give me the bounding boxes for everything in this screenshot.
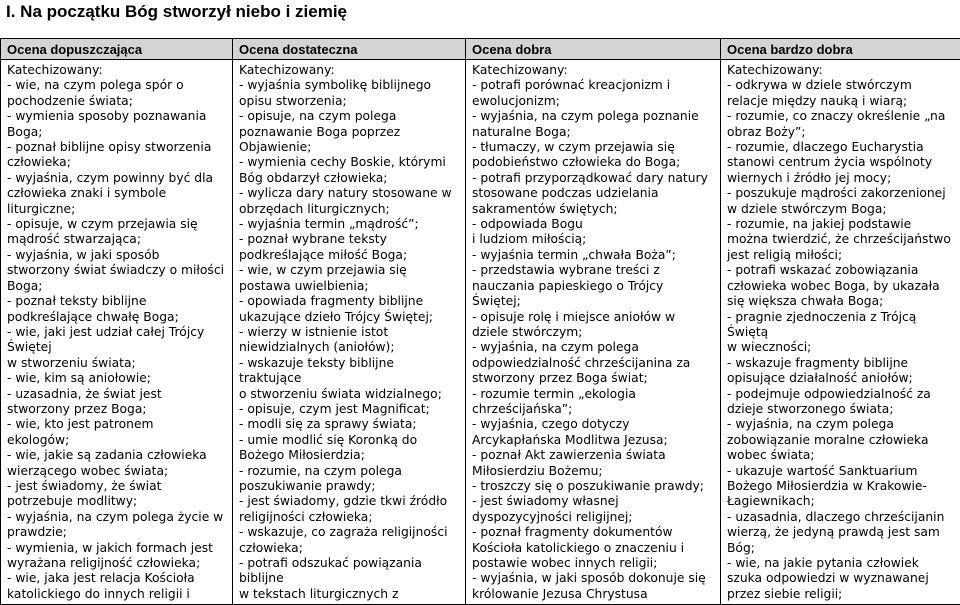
criteria-line: - wskazuje fragmenty biblijne [727, 355, 909, 370]
criteria-line: naturalne Boga; [472, 124, 571, 139]
criteria-line: - odkrywa w dziele stwórczym [727, 78, 912, 93]
criteria-line: Bożego Miłosierdzia; [239, 448, 365, 463]
criteria-line: w dziele stwórczym Boga; [727, 201, 887, 216]
criteria-line: opisu stworzenia; [239, 93, 347, 108]
criteria-line: - uzasadnia, że świat jest [7, 386, 162, 401]
criteria-line: liturgiczne; [7, 201, 76, 216]
criteria-line: - wie, jakie są zadania człowieka [7, 448, 207, 463]
criteria-line: wyrażana religijność człowieka; [7, 556, 201, 570]
header-ocena-dobra: Ocena dobra [466, 39, 721, 60]
criteria-line: - wie, kim są aniołowie; [7, 371, 151, 386]
criteria-line: religijności człowieka; [239, 509, 373, 524]
cell-ocena-dobra [466, 60, 721, 605]
criteria-line: - wymienia cechy Boskie, którymi [239, 155, 446, 170]
criteria-line: biblijne [239, 571, 284, 586]
criteria-line: - opisuje, w czym przejawia się [7, 217, 198, 232]
criteria-line: - wie, kto jest patronem [7, 417, 154, 432]
criteria-line: - rozumie, na jakiej podstawie [727, 217, 912, 232]
cell-ocena-dopuszczajaca [1, 60, 233, 605]
criteria-line: - potrafi przyporządkować dary natury [472, 170, 708, 185]
criteria-line: relacje między nauką i wiarą; [727, 93, 908, 108]
criteria-line: - wyjaśnia, w jaki sposób dokonuje się [472, 571, 706, 586]
criteria-line: - wskazuje, co zagraża religijności [239, 525, 448, 540]
criteria-line: stworzony świat świadczy o miłości [7, 263, 225, 278]
criteria-line: Objawienie; [239, 140, 312, 155]
criteria-line: - poznał wybrane teksty [239, 232, 387, 247]
criteria-line: - wyjaśnia, na czym polega [727, 417, 894, 432]
criteria-line: człowieka; [7, 155, 71, 170]
cell-ocena-bardzo-dobra [721, 60, 960, 605]
criteria-line: można twierdzić, że chrześcijaństwo [727, 232, 951, 247]
table-row [1, 60, 960, 605]
criteria-line: - modli się za sprawy świata; [239, 417, 417, 432]
criteria-line: wiernych i źródło jej mocy; [727, 170, 892, 185]
criteria-line: prawdzie; [7, 525, 67, 540]
criteria-line: - potrafi odszukać powiązania [239, 556, 422, 570]
criteria-line: traktujące [239, 371, 302, 386]
criteria-line: - poznał Akt zawierzenia świata [472, 448, 666, 463]
criteria-line: mądrość stwarzająca; [7, 232, 141, 247]
criteria-line: - opowiada fragmenty biblijne [239, 294, 424, 309]
criteria-line: człowieka wobec Boga, by ukazała [727, 278, 940, 293]
criteria-line: - odpowiada Bogu [472, 217, 583, 232]
criteria-line: postawie wobec innych religii; [472, 556, 658, 570]
criteria-line: - wyjaśnia, na czym polega życie w [7, 509, 224, 524]
criteria-line: - rozumie, na czym polega [239, 463, 402, 478]
criteria-line: stanowi centrum życia wspólnoty [727, 155, 933, 170]
criteria-line: - podejmuje odpowiedzialność za [727, 386, 931, 401]
criteria-line: zobowiązanie moralne człowieka [727, 432, 929, 447]
criteria-line: poszukiwanie prawdy; [239, 478, 376, 493]
criteria-line: - uzasadnia, dlaczego chrześcijanin [727, 509, 945, 524]
header-ocena-dopuszczajaca: Ocena dopuszczająca [1, 39, 233, 60]
criteria-line: wierzą, że jedyną prawdą jest sam [727, 525, 940, 540]
grading-criteria-table [0, 38, 960, 605]
criteria-line: - wyjaśnia, czego dotyczy [472, 417, 630, 432]
criteria-line: człowieka znaki i symbole [7, 186, 167, 201]
criteria-line: szuka odpowiedzi w wyznawanej [727, 571, 929, 586]
criteria-line: - rozumie, co znaczy określenie „na [727, 109, 946, 124]
criteria-line: Boga; [7, 278, 43, 293]
criteria-line: - wyjaśnia, na czym polega poznanie [472, 109, 699, 124]
criteria-line: - jest świadomy, że świat [7, 478, 162, 493]
criteria-line: Bóg; [727, 540, 755, 555]
criteria-line: - wyjaśnia termin „mądrość”; [239, 217, 419, 232]
criteria-line: - wymienia sposoby poznawania [7, 109, 207, 124]
criteria-line: Bożego Miłosierdzia w Krakowie- [727, 478, 927, 493]
criteria-line: Świętą [727, 324, 769, 339]
criteria-line: przez siebie religii; [727, 586, 843, 601]
criteria-line: sakramentów świętych; [472, 201, 618, 216]
criteria-line: dyspozycyjności religijnej; [472, 509, 633, 524]
criteria-line: - wie, jaka jest relacja Kościoła [7, 571, 195, 586]
page-title: I. Na początku Bóg stworzył niebo i ziemię [6, 2, 348, 21]
criteria-line: - potrafi wskazać zobowiązania [727, 263, 919, 278]
criteria-line: Katechizowany: [7, 63, 103, 77]
criteria-line: ewolucjonizm; [472, 93, 560, 108]
criteria-line: - wskazuje teksty biblijne [239, 355, 394, 370]
criteria-line: jest religią miłości; [727, 247, 843, 262]
criteria-line: o stworzeniu świata widzialnego; [239, 386, 442, 401]
criteria-line: - jest świadomy, gdzie tkwi źródło [239, 494, 448, 509]
criteria-line: - wylicza dary natury stosowane w [239, 186, 452, 201]
criteria-line: się większa chwała Boga; [727, 294, 884, 309]
table-header-row [1, 39, 960, 60]
criteria-line: odpowiedzialność chrześcijanina za [472, 355, 691, 370]
criteria-line: - tłumaczy, w czym przejawia się [472, 140, 675, 155]
criteria-line: pochodzenie świata; [7, 93, 133, 108]
criteria-line: Arcykapłańska Modlitwa Jezusa; [472, 432, 668, 447]
criteria-line: - poznał fragmenty dokumentów [472, 525, 673, 540]
criteria-line: - wyjaśnia, na czym polega [472, 340, 639, 355]
criteria-line: Bóg obdarzył człowieka; [239, 170, 388, 185]
criteria-line: nauczania papieskiego o Trójcy [472, 278, 664, 293]
criteria-line: królowanie Jezusa Chrystusa [472, 586, 648, 601]
criteria-line: - poznał biblijne opisy stworzenia [7, 140, 212, 155]
criteria-line: Katechizowany: [239, 63, 335, 77]
criteria-line: - wymienia, w jakich formach jest [7, 540, 214, 555]
criteria-line: w tekstach liturgicznych z [239, 586, 399, 601]
criteria-line: Miłosierdziu Bożemu; [472, 463, 603, 478]
criteria-line: i ludziom miłością; [472, 232, 587, 247]
criteria-line: Świętej; [472, 294, 521, 309]
criteria-line: dzieje stworzonego świata; [727, 401, 894, 416]
cell-ocena-dostateczna [233, 60, 466, 605]
criteria-line: wierzącego wobec świata; [7, 463, 169, 478]
criteria-line: - wierzy w istnienie istot [239, 324, 389, 339]
criteria-line: Katechizowany: [727, 63, 823, 77]
criteria-line: potrzebuje modlitwy; [7, 494, 138, 509]
header-ocena-bardzo-dobra: Ocena bardzo dobra [721, 39, 960, 60]
criteria-line: wobec świata; [727, 448, 815, 463]
criteria-line: ekologów; [7, 432, 70, 447]
criteria-line: - wie, jaki jest udział całej Trójcy [7, 324, 205, 339]
criteria-line: - wyjaśnia, czym powinny być dla [7, 170, 214, 185]
criteria-line: - wyjaśnia symbolikę biblijnego [239, 78, 432, 93]
criteria-line: Świętej [7, 340, 52, 355]
criteria-line: - opisuje, czym jest Magnificat; [239, 401, 430, 416]
criteria-line: chrześcijańska”; [472, 401, 573, 416]
criteria-line: w wieczności; [727, 340, 812, 355]
criteria-line: Katechizowany: [472, 63, 568, 77]
criteria-line: - wie, w czym przejawia się [239, 263, 407, 278]
criteria-line: podkreślające miłość Boga; [239, 247, 408, 262]
criteria-line: - opisuje, na czym polega [239, 109, 397, 124]
criteria-line: dziele stwórczym; [472, 324, 583, 339]
criteria-line: - umie modlić się Koronką do [239, 432, 418, 447]
criteria-line: - wie, na jakie pytania człowiek [727, 556, 919, 570]
criteria-line: opisujące działalność aniołów; [727, 371, 913, 386]
criteria-line: obraz Boży”; [727, 124, 806, 139]
criteria-line: Kościoła katolickiego o znaczeniu i [472, 540, 685, 555]
criteria-line: - troszczy się o poszukiwanie prawdy; [472, 478, 704, 493]
criteria-line: - potrafi porównać kreacjonizm i [472, 78, 671, 93]
criteria-line: - rozumie termin „ekologia [472, 386, 636, 401]
criteria-line: niewidzialnych (aniołów); [239, 340, 395, 355]
criteria-line: w stworzeniu świata; [7, 355, 136, 370]
criteria-line: ukazujące dzieło Trójcy Świętej; [239, 309, 434, 324]
criteria-line: - poznał teksty biblijne [7, 294, 147, 309]
criteria-line: - rozumie, dlaczego Eucharystia [727, 140, 924, 155]
criteria-line: - jest świadomy własnej [472, 494, 619, 509]
criteria-line: - wyjaśnia, w jaki sposób [7, 247, 160, 262]
criteria-line: Łagiewnikach; [727, 494, 815, 509]
criteria-line: poznawanie Boga poprzez [239, 124, 401, 139]
criteria-line: - wyjaśnia termin „chwała Boża”; [472, 247, 676, 262]
criteria-line: stosowane podczas udzielania [472, 186, 659, 201]
criteria-line: podkreślające chwałę Boga; [7, 309, 179, 324]
criteria-line: - opisuje rolę i miejsce aniołów w [472, 309, 676, 324]
criteria-line: człowieka; [239, 540, 303, 555]
criteria-line: stworzony przez Boga; [7, 401, 147, 416]
criteria-line: - pragnie zjednoczenia z Trójcą [727, 309, 917, 324]
criteria-line: - wie, na czym polega spór o [7, 78, 184, 93]
criteria-line: postawa uwielbienia; [239, 278, 369, 293]
criteria-line: katolickiego do innych religii i [7, 586, 190, 601]
criteria-line: Boga; [7, 124, 43, 139]
header-ocena-dostateczna: Ocena dostateczna [233, 39, 466, 60]
criteria-line: - przedstawia wybrane treści z [472, 263, 660, 278]
criteria-line: - poszukuje mądrości zakorzenionej [727, 186, 946, 201]
criteria-line: obrzędach liturgicznych; [239, 201, 390, 216]
criteria-line: stworzony przez Boga świat; [472, 371, 648, 386]
criteria-line: - ukazuje wartość Sanktuarium [727, 463, 918, 478]
criteria-line: podobieństwo człowieka do Boga; [472, 155, 681, 170]
